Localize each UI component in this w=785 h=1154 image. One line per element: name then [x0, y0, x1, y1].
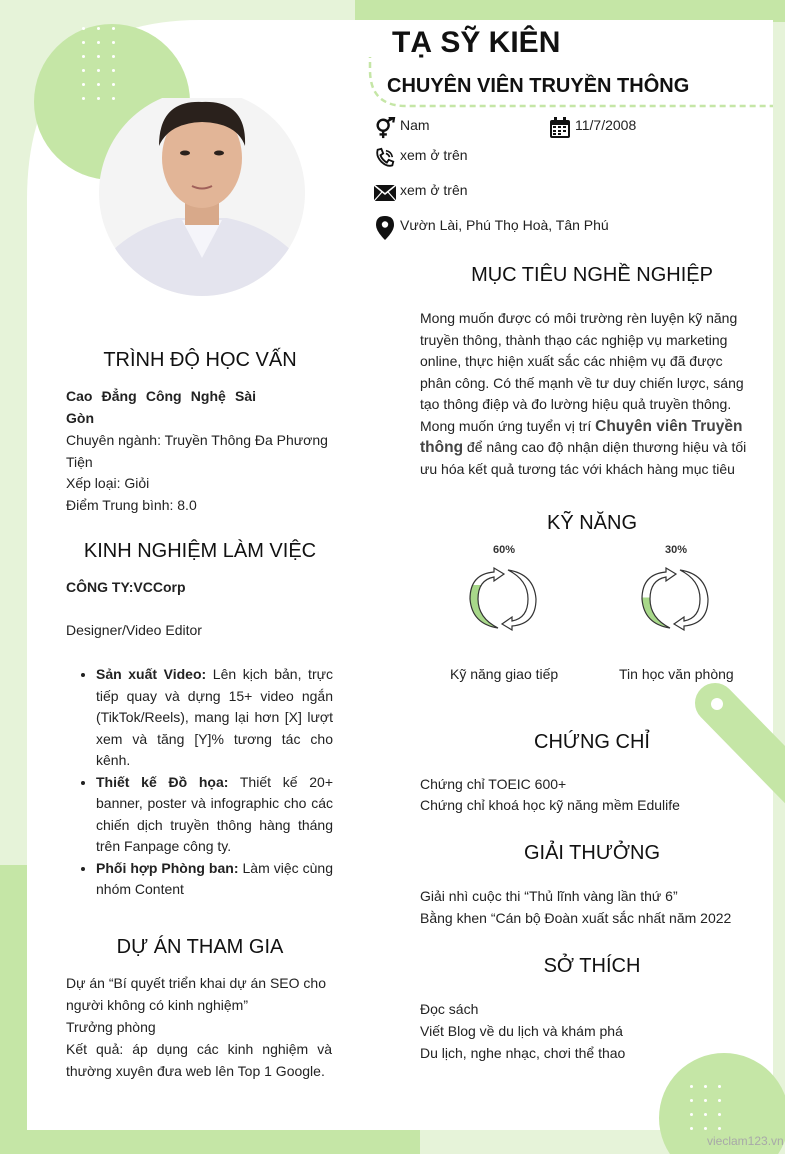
- award-item: Bằng khen “Cán bộ Đoàn xuất sắc nhất năm 2022: [420, 910, 732, 926]
- certificates-heading: CHỨNG CHỈ: [534, 731, 650, 753]
- project-name: Dự án “Bí quyết triển khai dự án SEO cho người không có kinh nghiệm”: [66, 975, 326, 1013]
- skill-percent-text: 60%: [493, 544, 516, 556]
- education-major: Chuyên ngành: Truyền Thông Đa Phương Tiện: [66, 432, 328, 470]
- experience-position: Designer/Video Editor: [66, 622, 202, 638]
- hobby-item: Du lịch, nghe nhạc, chơi thể thao: [420, 1045, 626, 1061]
- gender-icon: [374, 117, 396, 139]
- hobby-item: Viết Blog về du lịch và khám phá: [420, 1023, 623, 1039]
- skills-heading: KỸ NĂNG: [546, 512, 638, 534]
- item-head: Phối hợp Phòng ban:: [96, 859, 239, 876]
- item-body: Làm việc cùng nhóm Content: [96, 859, 333, 897]
- gender-value: Nam: [400, 117, 430, 133]
- email-value: xem ở trên: [400, 182, 468, 198]
- hobby-item: Đọc sách: [420, 1001, 479, 1017]
- avatar: [97, 98, 307, 298]
- objective-heading: MỤC TIÊU NGHỀ NGHIỆP: [471, 264, 713, 286]
- objective-text: [420, 308, 756, 480]
- candidate-name: TẠ SỸ KIÊN: [392, 26, 561, 59]
- list-item: [96, 772, 333, 858]
- objective-highlight: Chuyên viên Truyền thông: [420, 417, 743, 456]
- skill-cycle-icon: [464, 560, 542, 638]
- certificate-item: Chứng chỉ khoá học kỹ năng mềm Edulife: [420, 797, 680, 813]
- watermark: vieclam123.vn: [707, 1134, 784, 1148]
- list-item: [96, 664, 333, 772]
- cycle-arrow-right: [674, 570, 708, 630]
- cycle-arrow-left: [470, 568, 504, 628]
- objective-part1: Mong muốn được có môi trường rèn luyện kỹ năng truyền thông, thành thạo các nghiệp vụ marketing online, thực hiện xuất sắc các nhiệm vụ đã được phân công. Có thế mạnh về tư duy chiến lược, sáng tạo thông điệp và đo lường hiệu quả truyền thông. Mong muốn ứng tuyển vị trí: [420, 310, 744, 434]
- item-head: Thiết kế Đồ họa:: [96, 773, 229, 790]
- project-result: Kết quả: áp dụng các kinh nghiệm và thường xuyên đưa web lên Top 1 Google.: [66, 1041, 332, 1079]
- cycle-arrow-right: [502, 570, 536, 630]
- project-role: Trưởng phòng: [66, 1019, 156, 1035]
- item-body: Thiết kế 20+ banner, poster và infographic cho các chiến dịch truyền thông hàng tháng trên Fanpage công ty.: [96, 773, 333, 854]
- experience-heading: KINH NGHIỆM LÀM VIỆC: [83, 540, 317, 562]
- address-value: Vườn Lài, Phú Thọ Hoà, Tân Phú: [400, 217, 609, 233]
- item-body: Lên kịch bản, trực tiếp quay và dựng 15+ video ngắn (TikTok/Reels), mang lại hơn [X] lượt xem và tăng [Y]% tương tác cho kênh.: [96, 666, 333, 768]
- skill-cycle-icon: [636, 560, 714, 638]
- phone-value: xem ở trên: [400, 147, 468, 163]
- certificate-item: Chứng chỉ TOEIC 600+: [420, 776, 567, 792]
- awards-heading: GIẢI THƯỞNG: [523, 842, 661, 864]
- calendar-icon: [549, 117, 571, 139]
- hobbies-heading: SỞ THÍCH: [543, 955, 641, 977]
- skill-label: Tin học văn phòng: [619, 666, 734, 682]
- list-item: [96, 858, 333, 901]
- education-rank: Xếp loại: Giỏi: [66, 475, 150, 491]
- cycle-arrow-left: [642, 568, 676, 628]
- experience-company: CÔNG TY:VCCorp: [66, 579, 186, 595]
- skill-percent-text: 30%: [665, 544, 688, 556]
- skill-label: Kỹ năng giao tiếp: [450, 666, 559, 682]
- experience-list: [66, 664, 333, 901]
- email-icon: [374, 185, 396, 201]
- candidate-role: CHUYÊN VIÊN TRUYỀN THÔNG: [387, 75, 690, 97]
- birthdate-value: 11/7/2008: [575, 117, 637, 133]
- objective-part2: để nâng cao độ nhận diện thương hiệu và tối ưu hóa kết quả tương tác với khách hàng mục tiêu: [420, 439, 747, 477]
- award-item: Giải nhì cuộc thi “Thủ lĩnh vàng lần thứ 6”: [420, 888, 678, 904]
- education-gpa: Điểm Trung bình: 8.0: [66, 497, 197, 513]
- item-head: Sản xuất Video:: [96, 666, 207, 682]
- phone-icon: [374, 147, 396, 169]
- education-school: Cao Đẳng Công Nghệ Sài Gòn: [66, 388, 256, 426]
- projects-heading: DỰ ÁN THAM GIA: [116, 936, 284, 958]
- location-pin-icon: [376, 216, 394, 240]
- education-heading: TRÌNH ĐỘ HỌC VẤN: [103, 349, 297, 371]
